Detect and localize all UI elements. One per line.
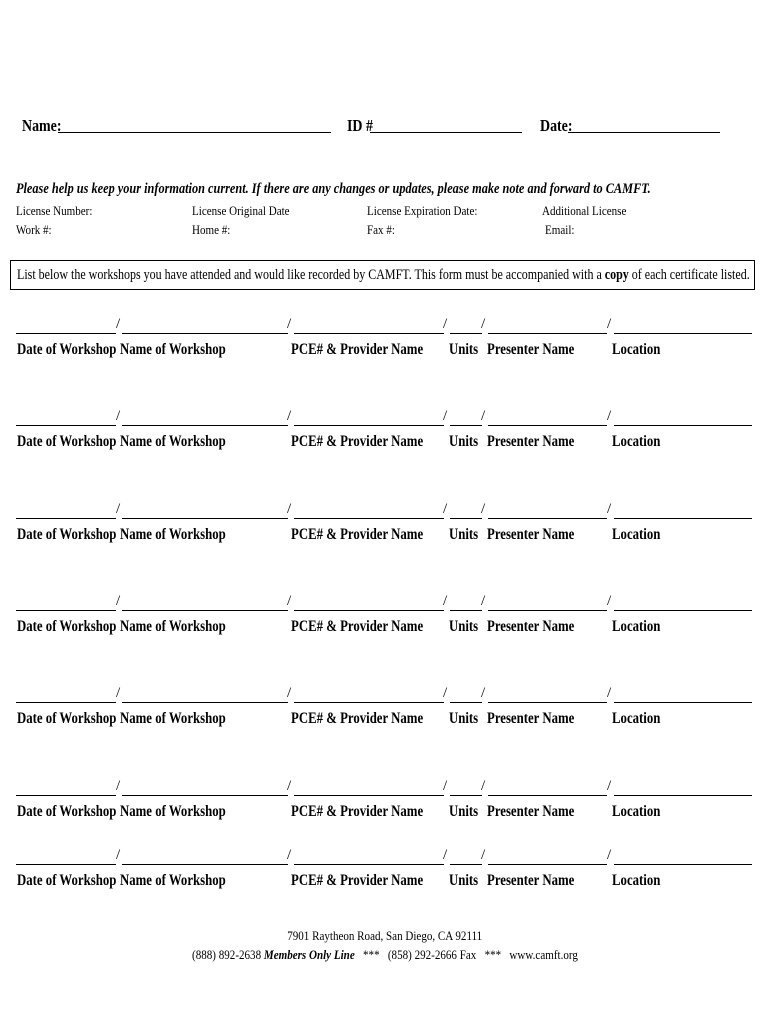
presenter-name-label: Presenter Name bbox=[487, 433, 575, 450]
location-label: Location bbox=[612, 872, 661, 889]
field-separator: / bbox=[481, 847, 486, 863]
instruction-box bbox=[10, 260, 755, 290]
field-separator: / bbox=[481, 685, 486, 701]
date-of-workshop-input[interactable] bbox=[16, 518, 116, 519]
license-number-field[interactable]: License Number: bbox=[16, 203, 93, 218]
name-of-workshop-label: Name of Workshop bbox=[120, 341, 226, 358]
name-field[interactable] bbox=[58, 132, 331, 133]
instruction-text: List below the workshops you have attended and would like recorded by CAMFT. This form must be accompanied with a copy of each certificate listed. bbox=[17, 267, 750, 283]
pce-provider-name-input[interactable] bbox=[294, 425, 444, 426]
name-of-workshop-input[interactable] bbox=[122, 702, 288, 703]
pce-provider-name-label: PCE# & Provider Name bbox=[291, 803, 424, 820]
footer-contact: (888) 892-2638 Members Only Line *** (858) 292-2666 Fax *** www.camft.org bbox=[192, 947, 578, 962]
field-separator: / bbox=[287, 593, 292, 609]
footer-website[interactable]: www.camft.org bbox=[509, 947, 578, 962]
field-separator: / bbox=[287, 847, 292, 863]
presenter-name-input[interactable] bbox=[488, 333, 607, 334]
presenter-name-label: Presenter Name bbox=[487, 803, 575, 820]
name-of-workshop-label: Name of Workshop bbox=[120, 433, 226, 450]
field-separator: / bbox=[287, 408, 292, 424]
date-of-workshop-label: Date of Workshop bbox=[17, 433, 117, 450]
date-of-workshop-input[interactable] bbox=[16, 610, 116, 611]
update-notice: Please help us keep your information current. If there are any changes or updates, please make note and forward to CAMFT. bbox=[16, 181, 651, 197]
field-separator: / bbox=[481, 778, 486, 794]
presenter-name-label: Presenter Name bbox=[487, 341, 575, 358]
date-of-workshop-label: Date of Workshop bbox=[17, 710, 117, 727]
date-label: Date: bbox=[540, 116, 573, 135]
field-separator: / bbox=[607, 685, 612, 701]
field-separator: / bbox=[116, 593, 121, 609]
footer-phone: (888) 892-2638 bbox=[192, 947, 262, 962]
presenter-name-label: Presenter Name bbox=[487, 710, 575, 727]
pce-provider-name-label: PCE# & Provider Name bbox=[291, 618, 424, 635]
field-separator: / bbox=[481, 501, 486, 517]
pce-provider-name-label: PCE# & Provider Name bbox=[291, 341, 424, 358]
field-separator: / bbox=[116, 847, 121, 863]
location-input[interactable] bbox=[614, 864, 752, 865]
presenter-name-label: Presenter Name bbox=[487, 618, 575, 635]
location-label: Location bbox=[612, 526, 661, 543]
pce-provider-name-label: PCE# & Provider Name bbox=[291, 710, 424, 727]
name-of-workshop-input[interactable] bbox=[122, 425, 288, 426]
field-separator: / bbox=[116, 778, 121, 794]
field-separator: / bbox=[443, 316, 448, 332]
work-phone-field[interactable]: Work #: bbox=[16, 222, 52, 237]
name-label: Name: bbox=[22, 116, 62, 135]
pce-provider-name-label: PCE# & Provider Name bbox=[291, 526, 424, 543]
field-separator: / bbox=[287, 685, 292, 701]
field-separator: / bbox=[607, 316, 612, 332]
home-phone-field[interactable]: Home #: bbox=[192, 222, 231, 237]
presenter-name-label: Presenter Name bbox=[487, 526, 575, 543]
units-input[interactable] bbox=[450, 864, 482, 865]
date-of-workshop-input[interactable] bbox=[16, 333, 116, 334]
license-expiration-date-field[interactable]: License Expiration Date: bbox=[367, 203, 478, 218]
units-input[interactable] bbox=[450, 425, 482, 426]
name-of-workshop-input[interactable] bbox=[122, 864, 288, 865]
presenter-name-input[interactable] bbox=[488, 610, 607, 611]
name-of-workshop-label: Name of Workshop bbox=[120, 618, 226, 635]
location-label: Location bbox=[612, 710, 661, 727]
date-of-workshop-label: Date of Workshop bbox=[17, 872, 117, 889]
email-field[interactable]: Email: bbox=[545, 222, 575, 237]
name-of-workshop-label: Name of Workshop bbox=[120, 526, 226, 543]
units-input[interactable] bbox=[450, 610, 482, 611]
field-separator: / bbox=[443, 685, 448, 701]
location-input[interactable] bbox=[614, 795, 752, 796]
units-input[interactable] bbox=[450, 795, 482, 796]
field-separator: / bbox=[116, 316, 121, 332]
units-label: Units bbox=[449, 803, 479, 820]
units-input[interactable] bbox=[450, 333, 482, 334]
location-input[interactable] bbox=[614, 610, 752, 611]
location-input[interactable] bbox=[614, 333, 752, 334]
date-of-workshop-input[interactable] bbox=[16, 425, 116, 426]
id-field[interactable] bbox=[370, 132, 522, 133]
field-separator: / bbox=[287, 778, 292, 794]
field-separator: / bbox=[607, 778, 612, 794]
pce-provider-name-input[interactable] bbox=[294, 864, 444, 865]
field-separator: / bbox=[481, 593, 486, 609]
pce-provider-name-label: PCE# & Provider Name bbox=[291, 872, 424, 889]
field-separator: / bbox=[287, 316, 292, 332]
date-field[interactable] bbox=[568, 132, 720, 133]
units-input[interactable] bbox=[450, 702, 482, 703]
date-of-workshop-input[interactable] bbox=[16, 864, 116, 865]
name-of-workshop-input[interactable] bbox=[122, 795, 288, 796]
units-label: Units bbox=[449, 618, 479, 635]
location-label: Location bbox=[612, 341, 661, 358]
field-separator: / bbox=[443, 593, 448, 609]
presenter-name-input[interactable] bbox=[488, 702, 607, 703]
presenter-name-input[interactable] bbox=[488, 795, 607, 796]
location-label: Location bbox=[612, 433, 661, 450]
field-separator: / bbox=[481, 316, 486, 332]
field-separator: / bbox=[607, 847, 612, 863]
location-input[interactable] bbox=[614, 702, 752, 703]
name-of-workshop-label: Name of Workshop bbox=[120, 710, 226, 727]
name-of-workshop-input[interactable] bbox=[122, 518, 288, 519]
date-of-workshop-label: Date of Workshop bbox=[17, 618, 117, 635]
name-of-workshop-label: Name of Workshop bbox=[120, 872, 226, 889]
footer-address: 7901 Raytheon Road, San Diego, CA 92111 bbox=[287, 928, 483, 943]
name-of-workshop-input[interactable] bbox=[122, 610, 288, 611]
presenter-name-input[interactable] bbox=[488, 425, 607, 426]
footer-members-line: Members Only Line bbox=[263, 947, 355, 962]
pce-provider-name-input[interactable] bbox=[294, 610, 444, 611]
pce-provider-name-input[interactable] bbox=[294, 795, 444, 796]
field-separator: / bbox=[443, 501, 448, 517]
license-original-date-field[interactable]: License Original Date bbox=[192, 203, 290, 218]
field-separator: / bbox=[443, 408, 448, 424]
units-label: Units bbox=[449, 526, 479, 543]
units-label: Units bbox=[449, 872, 479, 889]
field-separator: / bbox=[607, 501, 612, 517]
field-separator: / bbox=[607, 593, 612, 609]
field-separator: / bbox=[116, 501, 121, 517]
name-of-workshop-input[interactable] bbox=[122, 333, 288, 334]
date-of-workshop-input[interactable] bbox=[16, 795, 116, 796]
units-label: Units bbox=[449, 433, 479, 450]
date-of-workshop-label: Date of Workshop bbox=[17, 526, 117, 543]
pce-provider-name-label: PCE# & Provider Name bbox=[291, 433, 424, 450]
fax-field[interactable]: Fax #: bbox=[367, 222, 395, 237]
presenter-name-input[interactable] bbox=[488, 518, 607, 519]
date-of-workshop-label: Date of Workshop bbox=[17, 803, 117, 820]
footer-fax: (858) 292-2666 Fax bbox=[387, 947, 477, 962]
field-separator: / bbox=[443, 847, 448, 863]
location-label: Location bbox=[612, 618, 661, 635]
field-separator: / bbox=[116, 408, 121, 424]
location-label: Location bbox=[612, 803, 661, 820]
units-label: Units bbox=[449, 341, 479, 358]
location-input[interactable] bbox=[614, 425, 752, 426]
pce-provider-name-input[interactable] bbox=[294, 518, 444, 519]
date-of-workshop-label: Date of Workshop bbox=[17, 341, 117, 358]
id-label: ID # bbox=[347, 116, 373, 135]
location-input[interactable] bbox=[614, 518, 752, 519]
date-of-workshop-input[interactable] bbox=[16, 702, 116, 703]
field-separator: / bbox=[607, 408, 612, 424]
units-input[interactable] bbox=[450, 518, 482, 519]
presenter-name-label: Presenter Name bbox=[487, 872, 575, 889]
units-label: Units bbox=[449, 710, 479, 727]
presenter-name-input[interactable] bbox=[488, 864, 607, 865]
pce-provider-name-input[interactable] bbox=[294, 333, 444, 334]
field-separator: / bbox=[287, 501, 292, 517]
pce-provider-name-input[interactable] bbox=[294, 702, 444, 703]
field-separator: / bbox=[116, 685, 121, 701]
field-separator: / bbox=[481, 408, 486, 424]
name-of-workshop-label: Name of Workshop bbox=[120, 803, 226, 820]
field-separator: / bbox=[443, 778, 448, 794]
additional-license-field[interactable]: Additional License bbox=[542, 203, 627, 218]
